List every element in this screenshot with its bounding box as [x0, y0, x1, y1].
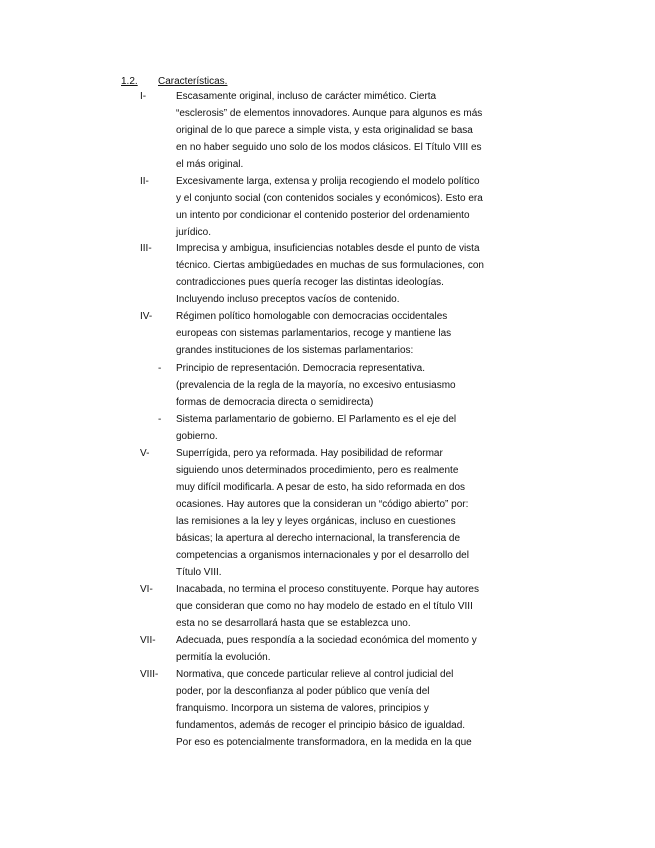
text-line: las remisiones a la ley y leyes orgánicas, incluso en cuestiones [176, 516, 456, 527]
list-marker: IV- [140, 311, 153, 322]
text-line: fundamentos, además de recoger el principio básico de igualdad. [176, 720, 466, 731]
text-line: europeas con sistemas parlamentarios, recoge y mantiene las [176, 328, 452, 339]
text-line: (prevalencia de la regla de la mayoría, no excesivo entusiasmo [176, 380, 456, 391]
text-line: Escasamente original, incluso de carácter mimético. Cierta [176, 91, 437, 102]
text-line: Imprecisa y ambigua, insuficiencias notables desde el punto de vista [176, 243, 480, 254]
text-line: básicas; la apertura al derecho internacional, la transferencia de [176, 533, 461, 544]
dash-marker: - [158, 414, 162, 425]
text-line: Régimen político homologable con democracias occidentales [176, 311, 448, 322]
list-item-text [176, 308, 520, 359]
text-line: Adecuada, pues respondía a la sociedad económica del momento y [176, 635, 477, 646]
text-line: Sistema parlamentario de gobierno. El Parlamento es el eje del [176, 414, 457, 425]
text-line: el más original. [176, 159, 244, 170]
list-marker: VIII- [140, 669, 159, 680]
section-number: 1.2. [121, 76, 138, 87]
sub-list-item-text [176, 360, 520, 411]
text-line: jurídico. [176, 227, 212, 238]
text-line: contradicciones pues quería recoger las distintas ideologías. [176, 277, 444, 288]
text-line: ocasiones. Hay autores que la consideran un “código abierto” por: [176, 499, 469, 510]
text-line: siguiendo unos determinados procedimiento, pero es realmente [176, 465, 459, 476]
section-title: Características. [158, 76, 228, 87]
text-line: formas de democracia directa o semidirecta) [176, 397, 374, 408]
list-item-text [176, 445, 520, 581]
list-marker: II- [140, 176, 149, 187]
text-line: grandes instituciones de los sistemas parlamentarios: [176, 345, 414, 356]
text-line: Principio de representación. Democracia representativa. [176, 363, 426, 374]
list-item-text [176, 666, 520, 751]
text-line: “esclerosis” de elementos innovadores. Aunque para algunos es más [176, 108, 483, 119]
text-line: y el conjunto social (con contenidos sociales y económicos). Esto era [176, 193, 483, 204]
text-line: en no haber seguido uno solo de los modos clásicos. El Título VIII es [176, 142, 482, 153]
text-line: un intento por condicionar el contenido posterior del ordenamiento [176, 210, 470, 221]
text-line: Por eso es potencialmente transformadora, en la medida en la que [176, 737, 472, 748]
text-line: técnico. Ciertas ambigüedades en muchas de sus formulaciones, con [176, 260, 484, 271]
text-line: Título VIII. [176, 567, 222, 578]
text-line: poder, por la desconfianza al poder público que venía del [176, 686, 430, 697]
text-line: que consideran que como no hay modelo de estado en el título VIII [176, 601, 473, 612]
text-line: Normativa, que concede particular relieve al control judicial del [176, 669, 454, 680]
list-marker: I- [140, 91, 147, 102]
list-item-text [176, 240, 520, 308]
list-marker: VI- [140, 584, 153, 595]
text-line: permitía la evolución. [176, 652, 271, 663]
text-line: Excesivamente larga, extensa y prolija recogiendo el modelo político [176, 176, 480, 187]
text-line: competencias a organismos internacionales y por el desarrollo del [176, 550, 469, 561]
dash-marker: - [158, 363, 162, 374]
list-item-text [176, 88, 520, 173]
list-marker: III- [140, 243, 152, 254]
text-line: Incluyendo incluso preceptos vacíos de contenido. [176, 294, 400, 305]
text-line: muy difícil modificarla. A pesar de esto, ha sido reformada en dos [176, 482, 466, 493]
text-line: esta no se desarrollará hasta que se establezca uno. [176, 618, 411, 629]
text-line: original de lo que parece a simple vista, y esta originalidad se basa [176, 125, 473, 136]
list-item-text [176, 581, 520, 632]
list-marker: V- [140, 448, 150, 459]
sub-list-item-text [176, 411, 520, 445]
list-item-text [176, 632, 520, 666]
list-marker: VII- [140, 635, 156, 646]
text-line: Inacabada, no termina el proceso constituyente. Porque hay autores [176, 584, 479, 595]
text-line: Superrígida, pero ya reformada. Hay posibilidad de reformar [176, 448, 443, 459]
text-line: gobierno. [176, 431, 218, 442]
text-line: franquismo. Incorpora un sistema de valores, principios y [176, 703, 429, 714]
list-item-text [176, 173, 520, 241]
